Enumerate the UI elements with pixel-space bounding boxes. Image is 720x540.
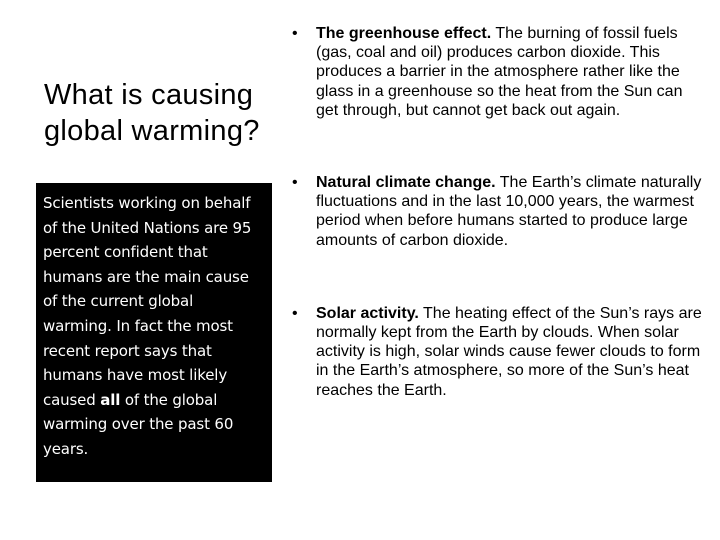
bullet-body: The heating effect of the Sun’s rays are normally kept from the Earth by clouds. When solar activity is high, solar winds cause fewer clouds to form in the Earth’s atmosphere, so more of the Sun’s heat reaches the Earth. xyxy=(316,304,702,399)
bullet-item-natural-climate-change xyxy=(287,173,707,250)
bullet-item-greenhouse-effect xyxy=(287,24,707,120)
bullet-item-solar-activity xyxy=(287,304,707,400)
bullet-list xyxy=(287,24,707,400)
info-box-text xyxy=(43,191,266,462)
bullet-heading: Solar activity. xyxy=(316,304,419,322)
bullet-marker: • xyxy=(292,25,298,42)
bullet-marker: • xyxy=(292,304,298,322)
bullet-heading: The greenhouse effect. xyxy=(316,25,492,42)
info-text-before: Scientists working on behalf of the United Nations are 95 percent confident that humans are the main cause of the current global warming. In fact the most recent report says that humans have most likely caused xyxy=(43,194,252,409)
bullet-marker: • xyxy=(292,174,298,192)
info-box xyxy=(36,183,272,482)
bullet-body: The burning of fossil fuels (gas, coal and oil) produces carbon dioxide. This produces a barrier in the atmosphere rather like the glass in a greenhouse so the heat from the Sun can get through, but cannot get back out again. xyxy=(316,25,683,119)
bullet-body: The Earth’s climate naturally fluctuations and in the last 10,000 years, the warmest period when before humans started to produce large amounts of carbon dioxide. xyxy=(316,174,702,249)
info-text-emphasis: all xyxy=(100,390,121,409)
bullet-heading: Natural climate change. xyxy=(316,174,496,192)
info-text-after: of the global warming over the past 60 years. xyxy=(43,390,234,458)
slide-title: What is causing global warming? xyxy=(44,79,260,148)
